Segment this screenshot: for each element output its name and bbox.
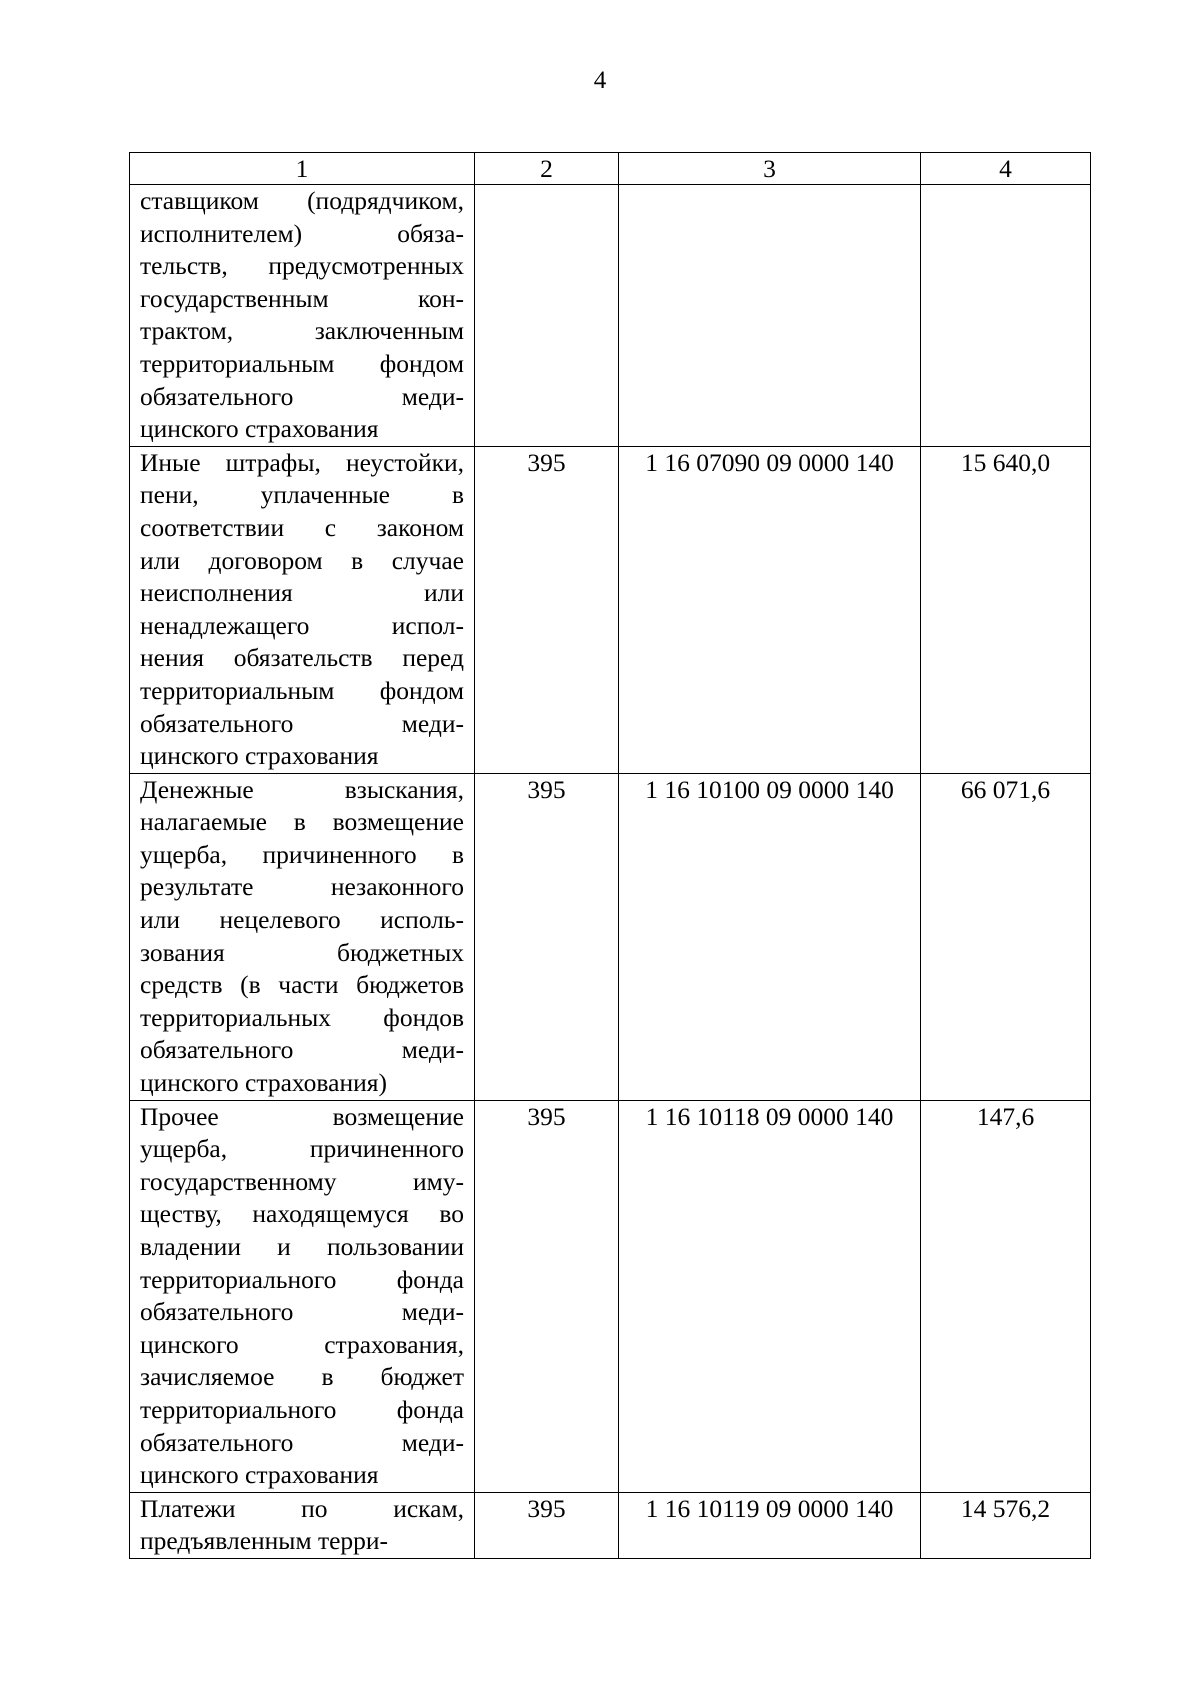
description-cell xyxy=(130,446,475,773)
description-cell xyxy=(130,773,475,1100)
description-line: зования бюджетных xyxy=(140,937,464,967)
description-line: Платежи по искам, xyxy=(140,1493,464,1523)
admin-code-cell: 395 xyxy=(475,446,619,773)
description-line: цинского страхования xyxy=(140,414,379,444)
description-line: обязательного меди- xyxy=(140,1297,464,1327)
description-line: территориальным фондом xyxy=(140,675,464,705)
description-line: Иные штрафы, неустойки, xyxy=(140,447,464,477)
description-line: нения обязательств перед xyxy=(140,643,464,673)
description-line: ущерба, причиненного xyxy=(140,1134,464,1164)
table-row xyxy=(130,446,1091,773)
description-line: территориальным фондом xyxy=(140,348,464,378)
description-line: ущерба, причиненного в xyxy=(140,839,464,869)
description-line: обязательного меди- xyxy=(140,1427,464,1457)
income-code-cell: 1 16 10100 09 0000 140 xyxy=(619,773,921,1100)
description-cell xyxy=(130,1492,475,1558)
description-line: территориальных фондов xyxy=(140,1002,464,1032)
income-code-cell: 1 16 10118 09 0000 140 xyxy=(619,1100,921,1492)
description-line: тельств, предусмотренных xyxy=(140,251,464,281)
description-line: пени, уплаченные в xyxy=(140,480,464,510)
amount-cell: 147,6 xyxy=(921,1100,1091,1492)
description-line: обязательного меди- xyxy=(140,1035,464,1065)
description-line: исполнителем) обяза- xyxy=(140,218,464,248)
income-code-cell: 1 16 07090 09 0000 140 xyxy=(619,446,921,773)
description-line: ществу, находящемуся во xyxy=(140,1199,464,1229)
header-cell: 3 xyxy=(619,153,921,185)
header-cell: 1 xyxy=(130,153,475,185)
description-line: обязательного меди- xyxy=(140,708,464,738)
description-line: Прочее возмещение xyxy=(140,1101,464,1131)
table-row xyxy=(130,773,1091,1100)
table-row xyxy=(130,1100,1091,1492)
description-line: или договором в случае xyxy=(140,545,464,575)
description-cell xyxy=(130,1100,475,1492)
description-line: цинского страхования, xyxy=(140,1329,464,1359)
description-line: Денежные взыскания, xyxy=(140,774,464,804)
admin-code-cell: 395 xyxy=(475,1100,619,1492)
description-line: результате незаконного xyxy=(140,872,464,902)
income-code-cell xyxy=(619,185,921,447)
description-line: ненадлежащего испол- xyxy=(140,610,464,640)
description-line: государственному иму- xyxy=(140,1166,464,1196)
income-code-cell: 1 16 10119 09 0000 140 xyxy=(619,1492,921,1558)
income-table xyxy=(129,152,1091,1559)
description-line: средств (в части бюджетов xyxy=(140,970,464,1000)
description-line: ставщиком (подрядчиком, xyxy=(140,186,464,215)
description-line: территориального фонда xyxy=(140,1394,464,1424)
amount-cell: 14 576,2 xyxy=(921,1492,1091,1558)
description-line: трактом, заключенным xyxy=(140,316,464,346)
amount-cell xyxy=(921,185,1091,447)
description-line: государственным кон- xyxy=(140,283,464,313)
table-header-row xyxy=(130,153,1091,185)
page-number: 4 xyxy=(593,67,607,94)
header-cell: 4 xyxy=(921,153,1091,185)
description-line: или нецелевого исполь- xyxy=(140,905,464,935)
description-line: предъявленным терри- xyxy=(140,1526,389,1556)
description-line: владении и пользовании xyxy=(140,1232,464,1261)
description-line: зачисляемое в бюджет xyxy=(140,1362,464,1392)
admin-code-cell: 395 xyxy=(475,773,619,1100)
table-row xyxy=(130,185,1091,447)
amount-cell: 66 071,6 xyxy=(921,773,1091,1100)
description-line: соответствии с законом xyxy=(140,512,464,542)
admin-code-cell xyxy=(475,185,619,447)
description-line: обязательного меди- xyxy=(140,381,464,411)
description-line: территориального фонда xyxy=(140,1264,464,1294)
description-line: цинского страхования xyxy=(140,1460,379,1490)
description-cell xyxy=(130,185,475,447)
description-line: неисполнения или xyxy=(140,578,464,608)
table-row xyxy=(130,1492,1091,1558)
description-line: цинского страхования xyxy=(140,741,379,771)
amount-cell: 15 640,0 xyxy=(921,446,1091,773)
description-line: налагаемые в возмещение xyxy=(140,807,464,837)
header-cell: 2 xyxy=(475,153,619,185)
description-line: цинского страхования) xyxy=(140,1068,387,1098)
admin-code-cell: 395 xyxy=(475,1492,619,1558)
